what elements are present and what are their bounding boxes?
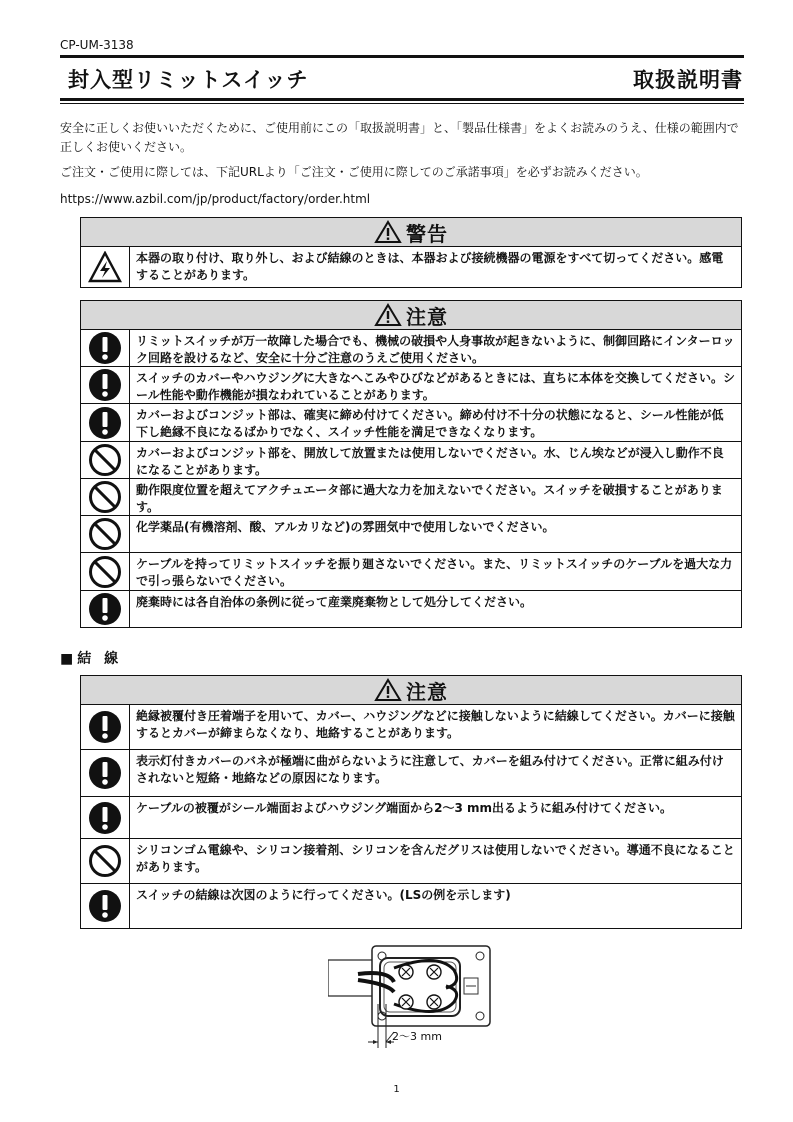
mandatory-icon: [81, 750, 130, 796]
warning-row: [81, 247, 741, 287]
warning-row-text: 本器の取り付け、取り外し、および結線のときは、本器および接続機器の電源をすべて切ってください。感電することがあります。: [136, 251, 724, 282]
caution-header: [81, 301, 741, 330]
mandatory-icon: [81, 330, 130, 366]
intro-line-2: ご注文・ご使用に際しては、下記URLより「ご注文・ご使用に際してのご承諾事項」を必ずお読みください。: [60, 165, 648, 179]
warning-box: [80, 217, 742, 288]
doc-type: 取扱説明書: [633, 68, 743, 92]
prohibition-icon: [81, 839, 130, 883]
order-url[interactable]: https://www.azbil.com/jp/product/factory/order.html: [60, 192, 371, 206]
page-title: 封入型リミットスイッチ: [68, 68, 309, 92]
warning-header-label: 警告: [406, 221, 448, 246]
caution-box: [80, 300, 742, 628]
wiring-caution-header: [81, 676, 741, 705]
mandatory-icon: [81, 884, 130, 928]
prohibition-icon: [81, 516, 130, 552]
caution-row-text: ケーブルを持ってリミットスイッチを振り廻さないでください。また、リミットスイッチのケーブルを過大な力で引っ張らないでください。: [136, 557, 733, 588]
wiring-caution-header-label: 注意: [406, 679, 448, 704]
mandatory-icon: [81, 404, 130, 441]
caution-row: [81, 553, 741, 591]
wiring-section-heading: ■結 線: [60, 651, 123, 667]
wiring-caution-row: [81, 839, 741, 884]
caution-row-text: スイッチのカバーやハウジングに大きなへこみやひびなどがあるときには、直ちに本体を交換してください。シール性能や動作機能が損なわれていることがあります。: [136, 371, 735, 402]
caution-row-text: リミットスイッチが万一故障した場合でも、機械の破損や人身事故が起きないように、制御回路にインターロック回路を設けるなど、安全に十分ご注意のうえご使用ください。: [136, 334, 735, 365]
wiring-caution-row-text: スイッチの結線は次図のように行ってください。(LSの例を示します): [136, 888, 511, 902]
doc-code: CP-UM-3138: [60, 38, 134, 52]
caution-row-text: 動作限度位置を超えてアクチュエータ部に過大な力を加えないでください。スイッチを破損することがあります。: [136, 483, 723, 514]
limit-switch-wiring-drawing: [328, 944, 498, 1049]
header-rule-top: [60, 55, 744, 58]
warning-triangle-icon: [374, 303, 402, 327]
wiring-caution-row-text: ケーブルの被覆がシール端面およびハウジング端面から2～3 mm出るように組み付けてください。: [136, 801, 673, 815]
wiring-caution-row: [81, 884, 741, 928]
caution-row: [81, 442, 741, 479]
wiring-caution-row: [81, 750, 741, 797]
caution-row: [81, 330, 741, 367]
caution-row-text: カバーおよびコンジット部は、確実に締め付けてください。締め付け不十分の状態になると、シール性能が低下し絶縁不良になるばかりでなく、スイッチ性能を満足できなくなります。: [136, 408, 724, 439]
caution-row: [81, 516, 741, 553]
wiring-caution-row-text: シリコンゴム電線や、シリコン接着剤、シリコンを含んだグリスは使用しないでください。導通不良になることがあります。: [136, 843, 735, 874]
caution-row-text: 廃棄時には各自治体の条例に従って産業廃棄物として処分してください。: [136, 595, 533, 609]
caution-row: [81, 479, 741, 516]
mandatory-icon: [81, 591, 130, 627]
wiring-diagram: [328, 944, 498, 1049]
page-number: 1: [393, 1084, 400, 1095]
mandatory-icon: [81, 367, 130, 403]
caution-row: [81, 404, 741, 442]
caution-row: [81, 591, 741, 627]
wiring-caution-row: [81, 705, 741, 750]
wiring-caution-row-text: 表示灯付きカバーのバネが極端に曲がらないように注意して、カバーを組み付けてください。正常に組み付けされないと短絡・地絡などの原因になります。: [136, 754, 724, 785]
wiring-caution-box: [80, 675, 742, 929]
intro-line-1: 安全に正しくお使いいただくために、ご使用前にこの「取扱説明書」と、「製品仕様書」をよくお読みのうえ、仕様の範囲内で正しくお使いください。: [60, 121, 739, 154]
mandatory-icon: [81, 797, 130, 838]
caution-row-text: 化学薬品(有機溶剤、酸、アルカリなど)の雰囲気中で使用しないでください。: [136, 520, 555, 534]
prohibition-icon: [81, 442, 130, 478]
caution-row: [81, 367, 741, 404]
electric-shock-icon: [81, 247, 130, 287]
header-rule-bottom: [60, 98, 744, 101]
warning-triangle-icon: [374, 678, 402, 702]
caution-row-text: カバーおよびコンジット部を、開放して放置または使用しないでください。水、じん埃などが浸入し動作不良になることがあります。: [136, 446, 724, 477]
dimension-label: 2～3 mm: [392, 1030, 442, 1043]
prohibition-icon: [81, 479, 130, 515]
caution-header-label: 注意: [406, 304, 448, 329]
warning-header: [81, 218, 741, 247]
warning-triangle-icon: [374, 220, 402, 244]
wiring-caution-row: [81, 797, 741, 839]
header-rule-bottom-thin: [60, 103, 744, 104]
wiring-caution-row-text: 絶縁被覆付き圧着端子を用いて、カバー、ハウジングなどに接触しないように結線してください。カバーに接触するとカバーが締まらなくなり、地絡することがあります。: [136, 709, 735, 740]
prohibition-icon: [81, 553, 130, 590]
mandatory-icon: [81, 705, 130, 749]
